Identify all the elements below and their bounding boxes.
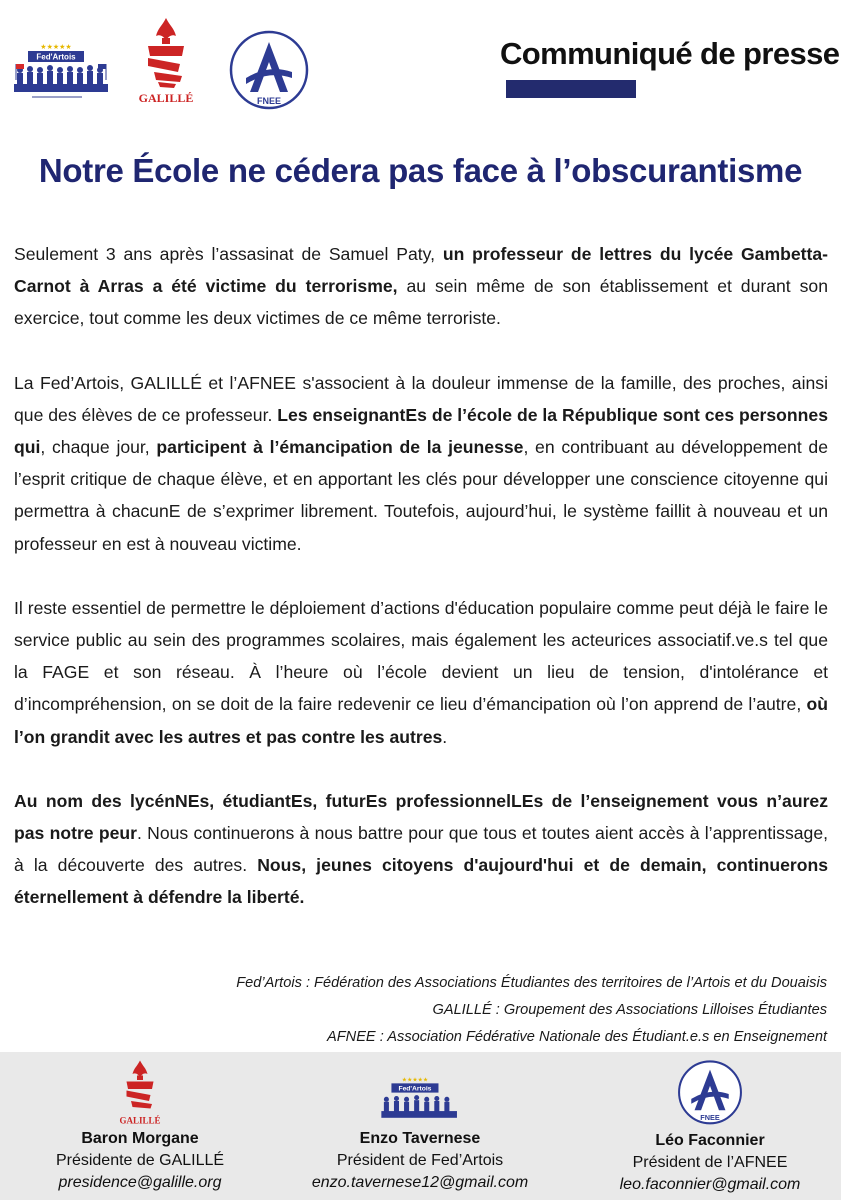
svg-text:★★★★★: ★★★★★: [40, 43, 72, 51]
press-release-body: [14, 238, 828, 946]
signatory-role: Président de Fed’Artois: [336, 1152, 504, 1169]
header: [0, 0, 841, 140]
paragraph: La Fed’Artois, GALILLÉ et l’AFNEE s'associent à la douleur immense de la famille, des proches, ainsi que des élèves de ce professeur. Les enseignantEs de l’école de la République sont ces personnes qui, chaque jour, participent à l’émancipation de la jeunesse, en contribuant au développement de l’esprit critique de chaque élève, et en apportant les clés pour développer une conscience citoyenne qui permettra à chacunE de s’exprimer librement. Toutefois, aujourd’hui, le système faillit à nouveau et un professeur en est à nouveau victime.: [14, 372, 828, 554]
svg-text:Fed'Artois: Fed'Artois: [36, 52, 76, 62]
paragraph: Il reste essentiel de permettre le déploiement d’actions d'éducation populaire comme peut déjà le faire le service public au sein des programmes scolaires, mais également les acteurices associatif.ve.s tel que la FAGE et son réseau. À l’heure où l’école devient un lieu de tension, d'intolérance et d’incompréhension, on se doit de la faire redevenir ce lieu d’émancipation où l’on apprend de l’autre, où l’on grandit avec les autres et pas contre les autres.: [14, 597, 828, 747]
signatory-name: Léo Faconnier: [655, 1132, 765, 1149]
signatory-role: Président de l’AFNEE: [632, 1154, 788, 1171]
signatory-fedartois: [280, 1052, 560, 1192]
accent-bar: [506, 80, 636, 98]
fedartois-logo: [12, 40, 112, 104]
paragraph: Seulement 3 ans après l’assasinat de Samuel Paty, un professeur de lettres du lycée Gambetta-Carnot à Arras a été victime du terrorisme, au sein même de son établissement et durant son exercice, tout comme les deux victimes de ce même terroriste.: [14, 244, 828, 329]
signatory-role: Présidente de GALILLÉ: [55, 1152, 225, 1169]
signatory-email[interactable]: leo.faconnier@gmail.com: [619, 1176, 801, 1193]
page-title: Notre École ne cédera pas face à l’obscurantisme: [38, 152, 803, 189]
svg-text:FNEE: FNEE: [256, 96, 282, 106]
svg-text:Fed'Artois: Fed'Artois: [398, 1085, 432, 1093]
svg-text:★★★★★: ★★★★★: [401, 1077, 429, 1084]
fedartois-logo: [378, 1052, 462, 1128]
signatory-email[interactable]: enzo.tavernese12@gmail.com: [311, 1174, 529, 1191]
galille-logo: [126, 14, 206, 106]
fnee-logo: [675, 1052, 745, 1130]
galille-logo: [110, 1052, 170, 1128]
svg-text:GALILLÉ: GALILLÉ: [138, 91, 194, 105]
signatures-footer: [0, 1052, 841, 1200]
paragraph: Au nom des lycénNEs, étudiantEs, futurEs professionnelLEs de l’enseignement vous n’aurez pas notre peur. Nous continuerons à nous battre pour que tous et toutes aient accès à l’apprentissage, à la découverte des autres. Nous, jeunes citoyens d'aujourd'hui et de demain, continuerons éternellement à défendre la liberté.: [14, 790, 828, 908]
signatory-galille: [0, 1052, 280, 1192]
signatory-name: Baron Morgane: [81, 1130, 199, 1147]
svg-text:FNEE: FNEE: [700, 1113, 720, 1123]
abbreviation-afnee: AFNEE : Association Fédérative Nationale des Étudiant.e.s en Enseignement: [327, 1029, 827, 1045]
fnee-logo: [226, 28, 312, 116]
signatory-name: Enzo Tavernese: [359, 1130, 481, 1147]
abbreviation-fedartois: Fed’Artois : Fédération des Associations Étudiantes des territoires de l’Artois et du Douaisis: [236, 975, 827, 991]
signatory-afnee: [570, 1052, 841, 1194]
abbreviations-list: [236, 970, 827, 1051]
svg-text:GALILLÉ: GALILLÉ: [119, 1115, 161, 1126]
signatory-email[interactable]: presidence@galille.org: [58, 1174, 222, 1191]
abbreviation-galille: GALILLÉ : Groupement des Associations Lilloises Étudiantes: [432, 1002, 827, 1018]
press-release-label: Communiqué de presse: [500, 36, 840, 71]
